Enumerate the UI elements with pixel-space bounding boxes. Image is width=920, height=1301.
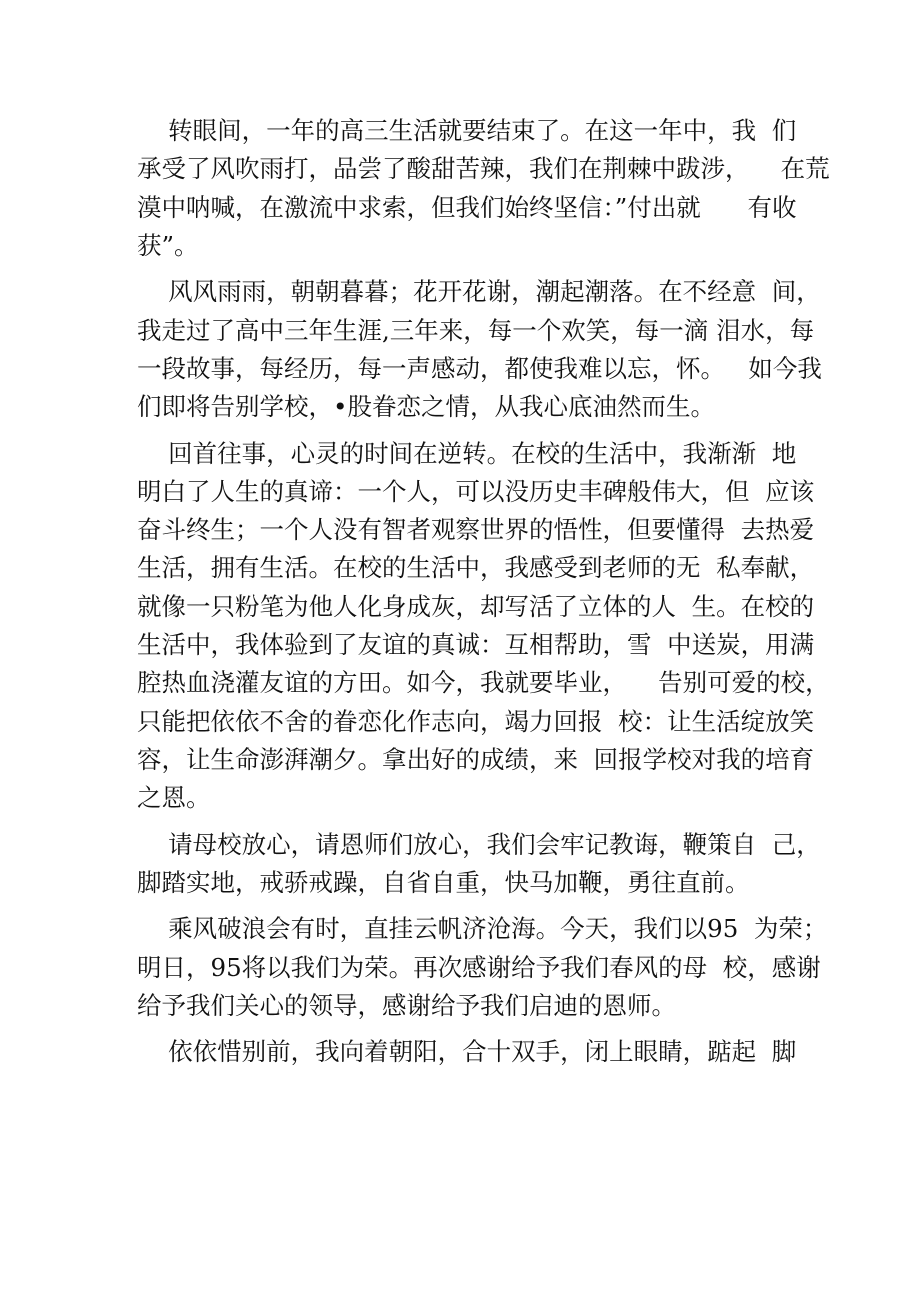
text-line: 腔热血浇灌友谊的方田。如今，我就要毕业， 告别可爱的校， [137,668,830,698]
text-line: 一段故事，每经历，每一声感动，都使我难以忘，怀。 如今我 [137,353,822,383]
text-line: 就像一只粉笔为他人化身成灰，却写活了立体的人 生。在校的 [137,591,815,621]
text-line: 回首往事，心灵的时间在逆转。在校的生活中，我渐渐 地 [137,438,797,468]
text-line: 们即将告别学校，•股眷恋之情，从我心底油然而生。 [137,392,715,422]
text-line: 转眼间，一年的高三生活就要结束了。在这一年中，我 们 [137,116,797,145]
text-line: 生活，拥有生活。在校的生活中，我感受到老师的无 私奉献， [137,553,815,583]
text-line: 给予我们关心的领导，感谢给予我们启迪的恩师。 [137,990,676,1020]
paragraph [137,435,830,818]
text-line: 生活中，我体验到了友谊的真诚：互相帮助，雪 中送炭，用满 [137,630,815,660]
text-line: 明白了人生的真谛：一个人，可以没历史丰碑般伟大，但 应该 [137,476,815,506]
text-line: 风风雨雨，朝朝暮暮；花开花谢，潮起潮落。在不经意 间， [137,277,821,307]
paragraph [137,273,822,426]
paragraph [137,910,828,1025]
text-line: 漠中呐喊，在激流中求索，但我们始终坚信：”付出就 有收 [137,192,797,222]
text-line: 乘风破浪会有时，直挂云帆济沧海。今天，我们以95 为荣； [137,914,828,944]
text-line: 只能把依依不舍的眷恋化作志向，竭力回报 校：让生活绽放笑 [137,706,815,736]
text-line: 之恩。 [137,783,211,813]
text-line: 明日，95将以我们为荣。再次感谢给予我们春风的母 校，感谢 [137,952,821,982]
text-line: 请母校放心，请恩师们放心，我们会牢记教诲，鞭策自 己， [137,829,821,859]
paragraph [137,112,830,265]
text-line: 容，让生命澎湃潮夕。拿出好的成绩，来 回报学校对我的培育 [137,744,815,774]
paragraph [137,826,821,903]
paragraph [137,1033,797,1071]
document-body [137,112,830,1080]
text-line: 获”。 [137,230,199,260]
text-line: 我走过了高中三年生涯,三年来，每一个欢笑，每一滴 泪水，每 [137,315,815,345]
text-line: 承受了风吹雨打，品尝了酸甜苦辣，我们在荆棘中跋涉， 在荒 [137,154,830,184]
text-line: 奋斗终生；一个人没有智者观察世界的悟性，但要懂得 去热爱 [137,515,815,545]
text-line: 脚踏实地，戒骄戒躁，自省自重，快马加鞭，勇往直前。 [137,867,750,897]
text-line: 依依惜别前，我向着朝阳，合十双手，闭上眼睛，踮起 脚 [137,1037,797,1067]
